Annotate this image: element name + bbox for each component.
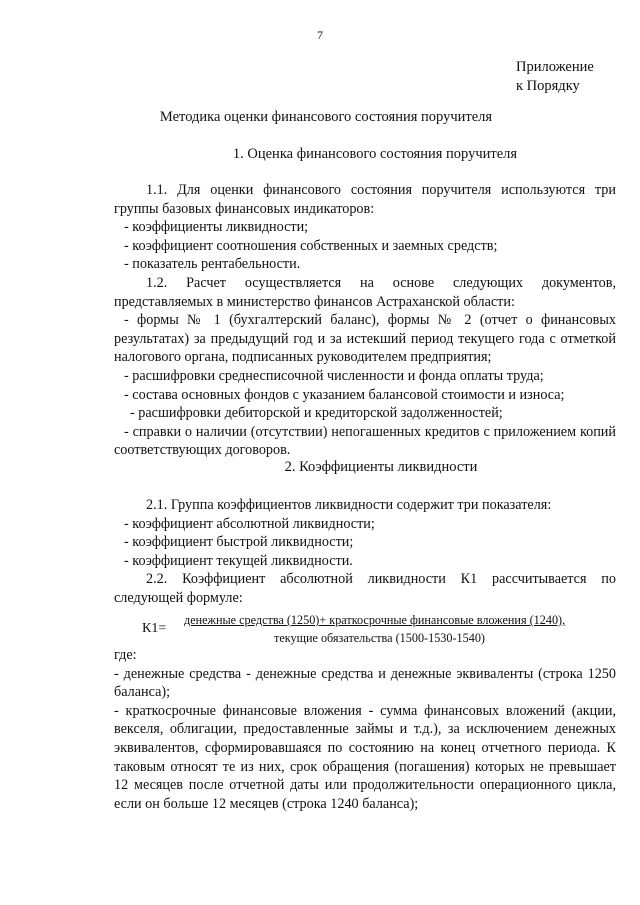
list-item: - коэффициент текущей ликвидности.	[124, 552, 353, 569]
section-2-body	[114, 496, 616, 608]
paragraph-2-1: 2.1. Группа коэффициентов ликвидности содержит три показателя:	[146, 497, 552, 513]
section-2-title: 2. Коэффициенты ликвидности	[284, 459, 478, 475]
list-item: - коэффициент соотношения собственных и заемных средств;	[124, 237, 498, 254]
definition-item: - денежные средства - денежные средства и денежные эквиваленты (строка 1250 баланса);	[114, 665, 616, 701]
section-1-body	[114, 181, 616, 460]
paragraph-1-2: 1.2. Расчет осуществляется на основе следующих документов, представляемых в министерство финансов Астраханской области:	[114, 274, 616, 310]
formula-k1	[114, 613, 616, 649]
list-item: - коэффициент абсолютной ликвидности;	[124, 515, 375, 532]
document-title: Методика оценки финансового состояния поручителя	[159, 109, 493, 125]
appendix-heading	[516, 58, 594, 96]
paragraph-1-1: 1.1. Для оценки финансового состояния поручителя используются три группы базовых финансовых индикаторов:	[114, 182, 616, 217]
formula-denominator: текущие обязательства (1500-1530-1540)	[274, 631, 485, 645]
list-item: - состава основных фондов с указанием балансовой стоимости и износа;	[124, 386, 565, 403]
appendix-line-2: к Порядку	[516, 78, 580, 94]
page-number: 7	[317, 28, 323, 42]
list-item: - расшифровки среднесписочной численности и фонда оплаты труда;	[124, 367, 544, 384]
paragraph-2-2: 2.2. Коэффициент абсолютной ликвидности К1 рассчитывается по следующей формуле:	[114, 571, 616, 606]
section-1-title: 1. Оценка финансового состояния поручителя	[232, 146, 518, 162]
where-label: где:	[114, 647, 137, 663]
list-item: - расшифровки дебиторской и кредиторской задолженностей;	[130, 405, 503, 422]
list-item: - коэффициент быстрой ликвидности;	[124, 534, 354, 551]
formula-numerator: денежные средства (1250)+ краткосрочные финансовые вложения (1240),	[184, 613, 566, 627]
list-item: - коэффициенты ликвидности;	[124, 219, 309, 236]
definitions-block	[114, 646, 616, 813]
list-item: - формы № 1 (бухгалтерский баланс), формы № 2 (отчет о финансовых результатах) за предыдущий год и за истекший период текущего года с отметкой налогового органа, подписанных руководителем предприятия;	[114, 312, 616, 366]
list-item: - справки о наличии (отсутствии) непогашенных кредитов с приложением копий соответствующих договоров.	[114, 423, 616, 459]
appendix-line-1: Приложение	[516, 59, 594, 75]
definition-item: - краткосрочные финансовые вложения - сумма финансовых вложений (акции, векселя, облигации, предоставленные займы и т.д.), за исключением денежных эквивалентов, сформировавшаяся по состоянию на конец отчетного периода. К таковым относят те из них, срок обращения (погашения) которых не превышает 12 месяцев после отчетной даты или продолжительности операционного цикла, если он больше 12 месяцев (строка 1240 баланса);	[114, 702, 616, 812]
formula-lhs: К1=	[142, 621, 167, 636]
list-item: - показатель рентабельности.	[124, 256, 301, 273]
